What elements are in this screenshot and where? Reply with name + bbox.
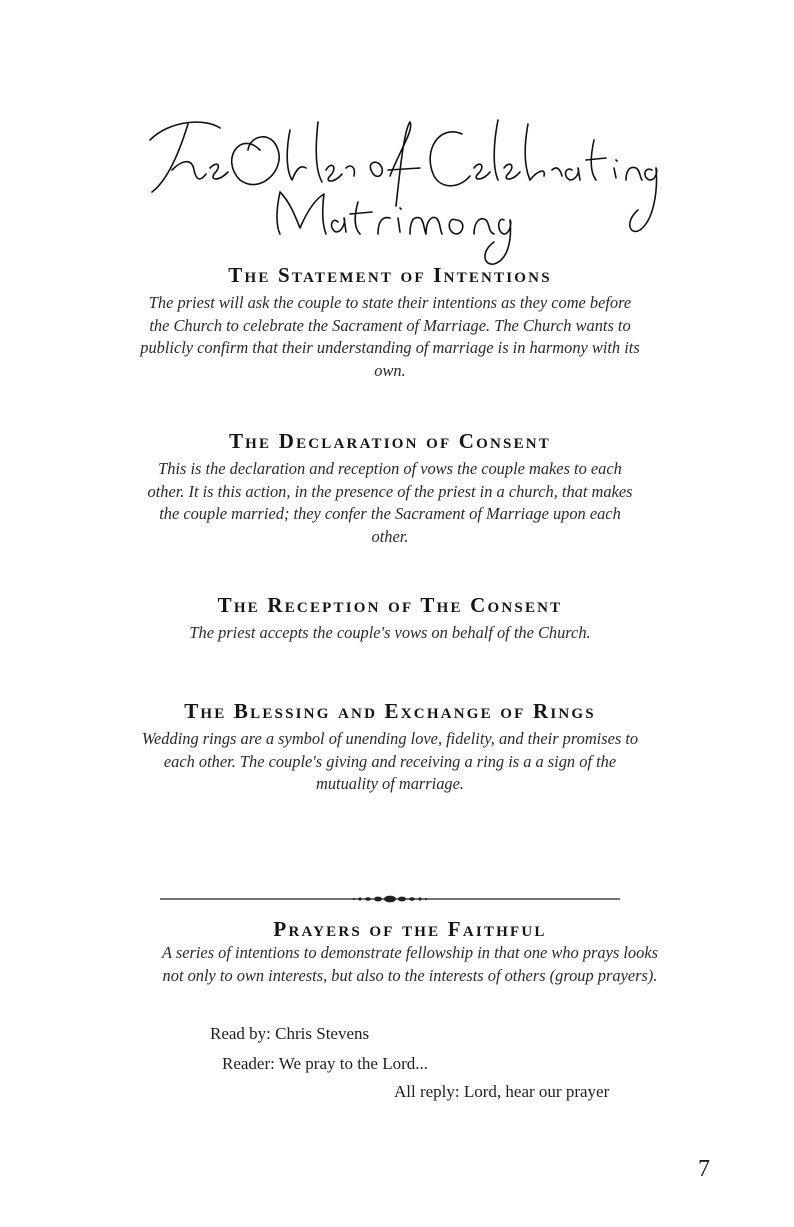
section-statement-of-intentions: [140, 262, 640, 382]
section-prayers-of-the-faithful: [160, 916, 660, 987]
page-number: 7: [698, 1156, 710, 1182]
section-heading: The Declaration of Consent: [228, 429, 552, 453]
section-blessing-of-rings: [140, 698, 640, 796]
section-declaration-of-consent: [140, 428, 640, 548]
section-heading: The Blessing and Exchange of Rings: [184, 699, 596, 723]
section-body: The priest will ask the couple to state their intentions as they come before the Church to celebrate the Sacrament of Marriage. The Church wants to publicly confirm that their understanding of marriage is in harmony with its own.: [140, 293, 640, 380]
section-heading: The Reception of The Consent: [217, 593, 563, 617]
reader-line: Reader: We pray to the Lord...: [222, 1054, 429, 1073]
read-by-line: Read by: Chris Stevens: [210, 1024, 370, 1043]
section-body: This is the declaration and reception of vows the couple makes to each other. It is this action, in the presence of the priest in a church, that makes the couple married; they confer the Sacrament of Marriage upon each other.: [147, 459, 633, 546]
section-body: A series of intentions to demonstrate fellowship in that one who prays looks not only to own interests, but also to the interests of others (group prayers).: [162, 943, 658, 985]
page-title-calligraphy: [110, 110, 670, 270]
section-heading: The Statement of Intentions: [228, 263, 552, 287]
section-reception-of-consent: [140, 592, 640, 645]
ornamental-divider: [160, 892, 620, 906]
section-body: Wedding rings are a symbol of unending love, fidelity, and their promises to each other. The couple's giving and receiving a ring is a a sign of the mutuality of marriage.: [141, 729, 639, 793]
section-heading: Prayers of the Faithful: [273, 917, 547, 941]
section-body: The priest accepts the couple's vows on behalf of the Church.: [189, 623, 591, 642]
reply-line: All reply: Lord, hear our prayer: [394, 1082, 610, 1101]
